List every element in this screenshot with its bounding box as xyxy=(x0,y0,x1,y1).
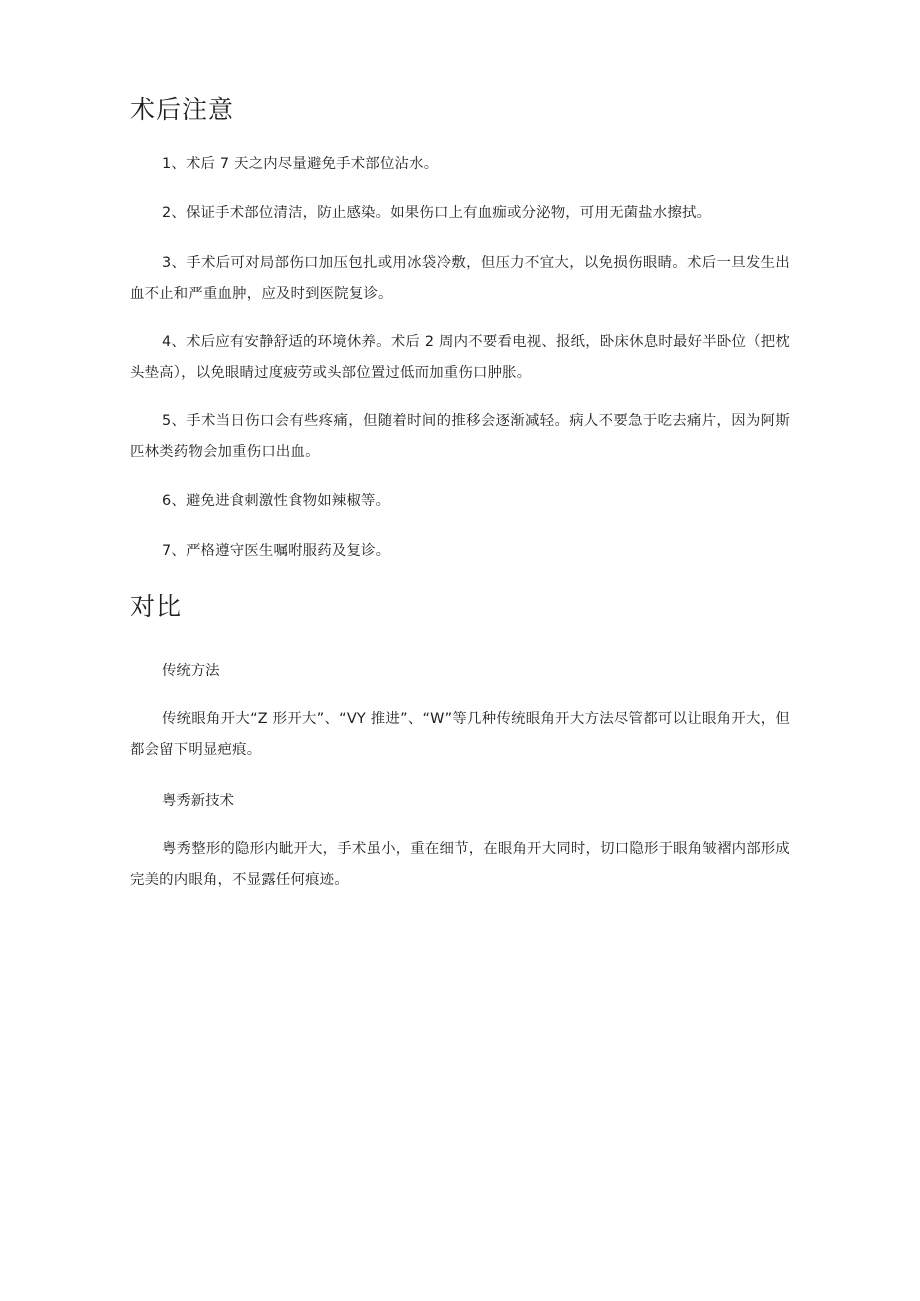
postop-item-7: 7、严格遵守医生嘱咐服药及复诊。 xyxy=(162,543,391,559)
postop-item-2: 2、保证手术部位清洁，防止感染。如果伤口上有血痂或分泌物，可用无菌盐水擦拭。 xyxy=(162,205,712,221)
section-title-compare: 对比 xyxy=(130,592,183,621)
postop-item-4: 4、术后应有安静舒适的环境休养。术后 2 周内不要看电视、报纸，卧床休息时最好半卧位（把枕头垫高），以免眼睛过度疲劳或头部位置过低而加重伤口肿胀。 xyxy=(130,334,790,381)
new-tech-text: 粤秀整形的隐形内眦开大，手术虽小，重在细节，在眼角开大同时，切口隐形于眼角皱褶内部形成完美的内眼角，不显露任何痕迹。 xyxy=(130,841,790,888)
postop-item-6: 6、避免进食刺激性食物如辣椒等。 xyxy=(162,493,391,509)
postop-item-1: 1、术后 7 天之内尽量避免手术部位沾水。 xyxy=(162,156,439,172)
traditional-label: 传统方法 xyxy=(162,663,220,679)
section-title-postop: 术后注意 xyxy=(130,95,235,124)
postop-item-3: 3、手术后可对局部伤口加压包扎或用冰袋冷敷，但压力不宜大，以免损伤眼睛。术后一旦发生出血不止和严重血肿，应及时到医院复诊。 xyxy=(130,255,790,302)
postop-item-5: 5、手术当日伤口会有些疼痛，但随着时间的推移会逐渐减轻。病人不要急于吃去痛片，因为阿斯匹林类药物会加重伤口出血。 xyxy=(130,413,790,460)
new-tech-label: 粤秀新技术 xyxy=(162,793,234,809)
traditional-text: 传统眼角开大“Z 形开大”、“VY 推进”、“W”等几种传统眼角开大方法尽管都可以让眼角开大，但都会留下明显疤痕。 xyxy=(130,711,790,758)
